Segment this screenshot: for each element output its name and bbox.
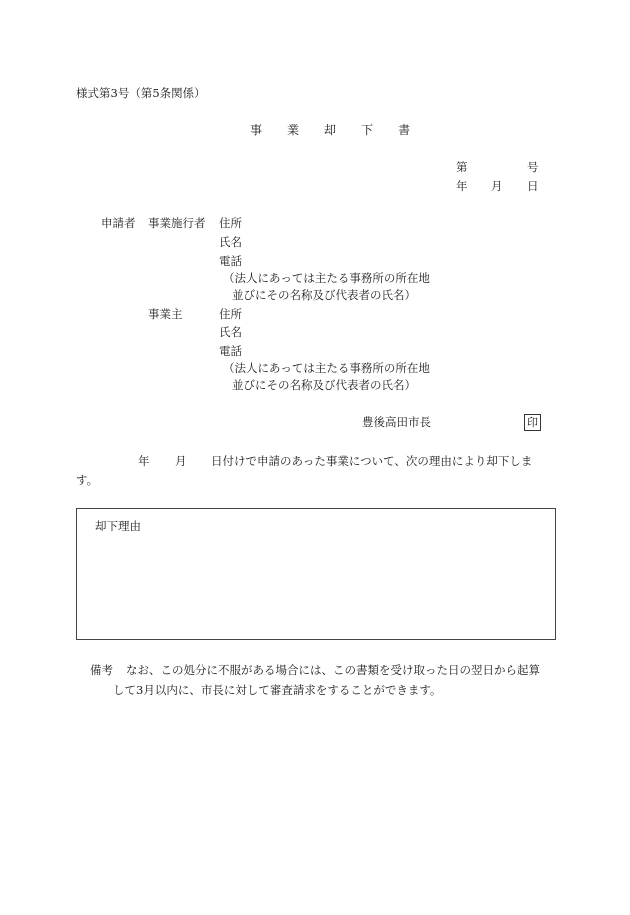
title-char: 却 [324,123,337,137]
body-text-line1: 日付けで申請のあった事業について、次の理由により却下しま [211,454,533,468]
owner-note-line1: （法人にあっては主たる事務所の所在地 [223,361,430,375]
seal-stamp: 印 [524,414,541,431]
owner-address-label: 住所 [219,307,242,321]
owner-name-label: 氏名 [219,325,242,339]
owner-phone-label: 電話 [219,344,242,358]
date-day: 日 [527,179,539,193]
applicant-label: 申請者 [101,216,136,230]
date-year: 年 [456,179,468,193]
body-text-line2: す。 [76,473,99,487]
doc-no-prefix: 第 [456,160,468,174]
remarks-label: 備考 [90,663,113,677]
rejection-reason-box [76,508,556,640]
title-char: 業 [287,123,300,137]
executor-note-line1: （法人にあっては主たる事務所の所在地 [223,271,430,285]
issuer-title: 豊後高田市長 [362,415,431,429]
remarks-line1: なお、この処分に不服がある場合には、この書類を受け取った日の翌日から起算 [126,663,540,677]
rejection-reason-label: 却下理由 [95,519,141,533]
executor-phone-label: 電話 [219,254,242,268]
executor-address-label: 住所 [219,216,242,230]
title-char: 事 [250,123,263,137]
remarks-line2: して3月以内に、市長に対して審査請求をすることができます。 [113,683,442,697]
form-number: 様式第3号（第5条関係） [76,86,206,100]
owner-note-line2: 並びにその名称及び代表者の氏名） [232,378,416,392]
date-month: 月 [491,179,503,193]
executor-role: 事業施行者 [148,216,206,230]
executor-name-label: 氏名 [219,235,242,249]
body-month: 月 [175,454,187,468]
title-char: 下 [361,123,374,137]
body-year: 年 [138,454,150,468]
doc-no-suffix: 号 [527,160,539,174]
owner-role: 事業主 [148,307,183,321]
executor-note-line2: 並びにその名称及び代表者の氏名） [232,288,416,302]
title-char: 書 [398,123,411,137]
document-title [250,124,410,137]
